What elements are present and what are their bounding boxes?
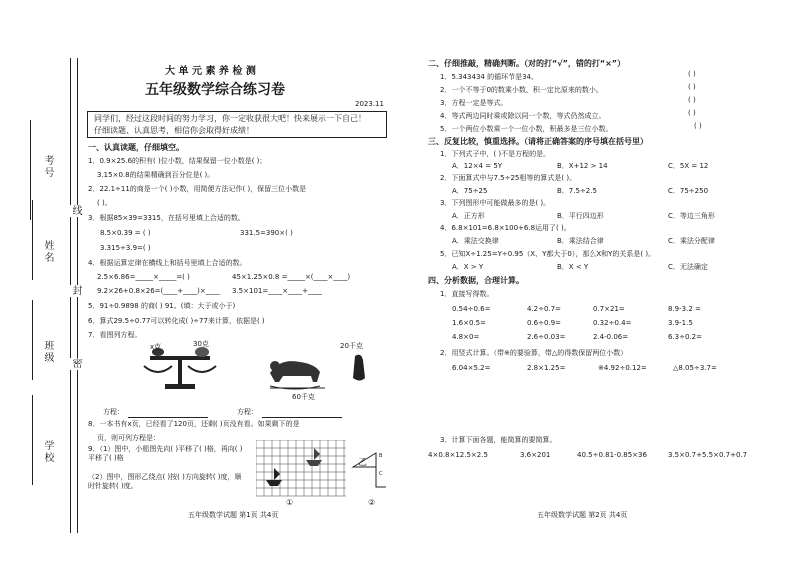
expression-2: 3.6×201 bbox=[520, 451, 551, 459]
section-4-part-3: 3．计算下面各题，能简算的要简算。 bbox=[440, 436, 557, 444]
vertical-calc-1: 6.04×5.2= bbox=[452, 364, 491, 372]
name-label: 姓名 bbox=[42, 240, 53, 264]
mental-calc-5: 1.6×0.5= bbox=[452, 319, 486, 327]
class-label: 班级 bbox=[42, 340, 53, 364]
choice-1-a: A．12×4 = 5Y bbox=[452, 162, 503, 170]
choice-2-b: B．7.5÷2.5 bbox=[557, 187, 597, 195]
section-3-heading: 三、反复比较，慎重选择。（请将正确答案的序号填在括号里） bbox=[428, 137, 648, 146]
question-3: 3．根据85×39=3315，在括号里填上合适的数。 bbox=[88, 214, 245, 222]
choice-5-b: B．X < Y bbox=[557, 263, 589, 271]
school-underline bbox=[32, 395, 33, 485]
school-label: 学校 bbox=[42, 440, 53, 464]
figure-label-1: ① bbox=[286, 498, 294, 507]
student-id-underline bbox=[30, 120, 31, 220]
motto-line-1: 同学们，经过这段时间的努力学习，你一定收获很大吧！快来展示一下自己！ bbox=[94, 114, 366, 123]
total-weight-label: 60千克 bbox=[292, 393, 315, 401]
judge-4-paren: ( ) bbox=[688, 109, 696, 117]
mental-calc-12: 6.3÷0.2= bbox=[668, 333, 702, 341]
vertical-calc-3: ※4.92÷0.12= bbox=[598, 364, 647, 372]
choice-2: 2．下面算式中与7.5÷25相等的算式是( )。 bbox=[440, 174, 577, 182]
question-3b: 331.5=390×( ) bbox=[240, 229, 293, 237]
question-4b: 45×1.25×0.8 =_____×(____×____) bbox=[232, 273, 351, 281]
choice-1-b: B．X+12 > 14 bbox=[557, 162, 608, 170]
equation-label-1: 方程： bbox=[103, 408, 124, 416]
judge-4: 4．等式两边同时乘或除以同一个数，等式仍然成立。 bbox=[440, 112, 606, 120]
mental-calc-7: 0.32÷0.4= bbox=[593, 319, 632, 327]
question-4: 4．根据运算定律在横线上和括号里填上合适的数。 bbox=[88, 259, 247, 267]
student-id-label: 考号 bbox=[42, 155, 53, 179]
judge-5: 5．一个两位小数乘一个一位小数，积最多是三位小数。 bbox=[440, 125, 613, 133]
choice-1-c: C．5X = 12 bbox=[668, 162, 709, 170]
svg-text:乙: 乙 bbox=[358, 458, 368, 468]
choice-2-a: A．75÷25 bbox=[452, 187, 488, 195]
section-2-heading: 二、仔细推敲，精确判断。（对的打“√”，错的打“×”） bbox=[428, 59, 626, 68]
judge-3: 3．方程一定是等式。 bbox=[440, 99, 508, 107]
judge-2: 2．一个不等于0的数乘小数，积一定比原来的数小。 bbox=[440, 86, 603, 94]
question-9b: （2）图中，图形乙绕点( )按( )方向旋转( )度，顺时针旋转( )度。 bbox=[88, 473, 242, 490]
exam-kicker: 大 单 元 素 养 检 测 bbox=[165, 66, 256, 77]
question-1: 1．0.9×25.6的积有( )位小数，结果保留一位小数是( )； bbox=[88, 157, 267, 165]
judge-3-paren: ( ) bbox=[688, 96, 696, 104]
svg-text:B: B bbox=[379, 453, 383, 459]
rotation-figure bbox=[348, 445, 393, 490]
question-2b: ( )。 bbox=[97, 199, 112, 207]
judge-5-paren: ( ) bbox=[694, 122, 702, 130]
question-4d: 3.5×101=____×____+____ bbox=[232, 287, 322, 295]
mental-calc-3: 0.7×21= bbox=[593, 305, 625, 313]
judge-1-paren: ( ) bbox=[688, 70, 696, 78]
penguin-weight-label: 20千克 bbox=[340, 342, 363, 350]
judge-2-paren: ( ) bbox=[688, 83, 696, 91]
choice-3-a: A．正方形 bbox=[452, 212, 485, 220]
exam-title: 五年级数学综合练习卷 bbox=[145, 82, 285, 98]
section-4-part-2: 2．用竖式计算。（带※的要验算，带△的得数保留两位小数） bbox=[440, 349, 628, 357]
question-6: 6．算式29.5÷0.77可以转化成( )÷77来计算，依据是( ) bbox=[88, 317, 265, 325]
mental-calc-1: 0.54÷0.6= bbox=[452, 305, 491, 313]
section-1-heading: 一、认真读题，仔细填空。 bbox=[88, 143, 184, 152]
class-underline bbox=[32, 300, 33, 380]
svg-text:C: C bbox=[379, 471, 383, 477]
scale-left-label: x克 bbox=[150, 343, 162, 351]
vertical-calc-2: 2.8×1.25= bbox=[527, 364, 566, 372]
question-9: 9．（1）图中，小船图先向( )平移了( )格，再向( )平移了( )格 bbox=[88, 445, 243, 462]
choice-3: 3．下列图形中可能做最多的是( )。 bbox=[440, 199, 551, 207]
choice-5-c: C．无法确定 bbox=[668, 263, 708, 271]
right-page-footer: 五年级数学试题 第2页 共4页 bbox=[537, 511, 628, 519]
equation-answer-line-2 bbox=[262, 417, 342, 418]
question-3a: 8.5×0.39 = ( ) bbox=[100, 229, 151, 237]
question-5: 5．91÷0.9898 的商( ) 91。(填：大于或小于) bbox=[88, 302, 236, 310]
choice-4: 4．6.8×101=6.8×100+6.8运用了( )。 bbox=[440, 224, 571, 232]
section-4-heading: 四、分析数据，合理计算。 bbox=[428, 276, 524, 285]
question-8: 8．一本书有x页，已经看了120页，还剩( )页没有看。如果剩下的是 bbox=[88, 420, 300, 428]
vertical-calc-4: △8.05÷3.7= bbox=[673, 364, 717, 372]
question-8b: 页，则可列方程是： bbox=[97, 434, 160, 442]
choice-5-a: A．X > Y bbox=[452, 263, 484, 271]
mental-calc-6: 0.6÷0.9= bbox=[527, 319, 561, 327]
choice-4-b: B．乘法结合律 bbox=[557, 237, 604, 245]
mental-calc-9: 4.8×0= bbox=[452, 333, 480, 341]
mental-calc-4: 8.9-3.2 = bbox=[668, 305, 701, 313]
choice-4-c: C．乘法分配律 bbox=[668, 237, 715, 245]
name-underline bbox=[32, 200, 33, 280]
question-4c: 9.2×26+0.8×26=(____+____)×____ bbox=[97, 287, 220, 295]
figure-label-2: ② bbox=[368, 498, 376, 507]
tiger-penguin-figure bbox=[265, 348, 375, 393]
question-2: 2．22.1÷11的商是一个( )小数，用简便方法记作( )，保留三位小数是 bbox=[88, 185, 307, 193]
question-4a: 2.5×6.86=_____×_____=( ) bbox=[97, 273, 190, 281]
mental-calc-10: 2.6÷0.03= bbox=[527, 333, 566, 341]
choice-3-b: B．平行四边形 bbox=[557, 212, 604, 220]
expression-3: 40.5÷0.81-0.85×36 bbox=[577, 451, 647, 459]
question-1b: 3.15×0.8的结果精确到百分位是( )。 bbox=[97, 171, 215, 179]
question-7: 7．看图列方程。 bbox=[88, 331, 142, 339]
mental-calc-2: 4.2÷0.7= bbox=[527, 305, 561, 313]
choice-1: 1．下列式子中，( )不是方程的是。 bbox=[440, 150, 551, 158]
question-3c: 3.315÷3.9=( ) bbox=[100, 244, 151, 252]
expression-4: 3.5×0.7+5.5×0.7+0.7 bbox=[668, 451, 748, 459]
choice-3-c: C．等边三角形 bbox=[668, 212, 715, 220]
expression-1: 4×0.8×12.5×2.5 bbox=[428, 451, 488, 459]
choice-2-c: C．75÷250 bbox=[668, 187, 709, 195]
exam-date: 2023.11 bbox=[355, 100, 384, 108]
motto-line-2: 仔细读题、认真思考，相信你会取得好成绩！ bbox=[94, 126, 254, 135]
choice-4-a: A．乘法交换律 bbox=[452, 237, 499, 245]
scale-right-label: 30克 bbox=[193, 340, 209, 348]
judge-1: 1．5.343434 的循环节是34。 bbox=[440, 73, 538, 81]
choice-5: 5．已知X÷1.25=Y÷0.95（X、Y都大于0），那么X和Y的关系是( )。 bbox=[440, 250, 656, 258]
mental-calc-11: 2.4-0.06= bbox=[593, 333, 629, 341]
equation-answer-line-1 bbox=[128, 417, 208, 418]
equation-label-2: 方程： bbox=[237, 408, 258, 416]
binding-seal-label: 封 bbox=[70, 285, 81, 297]
binding-secret-label: 密 bbox=[70, 358, 81, 370]
left-page-footer: 五年级数学试题 第1页 共4页 bbox=[188, 511, 279, 519]
mental-calc-8: 3.9-1.5 bbox=[668, 319, 693, 327]
motto-box bbox=[87, 111, 387, 138]
translation-grid-figure bbox=[256, 440, 346, 502]
section-4-part-1: 1．直接写得数。 bbox=[440, 290, 494, 298]
binding-line-label: 线 bbox=[70, 205, 81, 217]
